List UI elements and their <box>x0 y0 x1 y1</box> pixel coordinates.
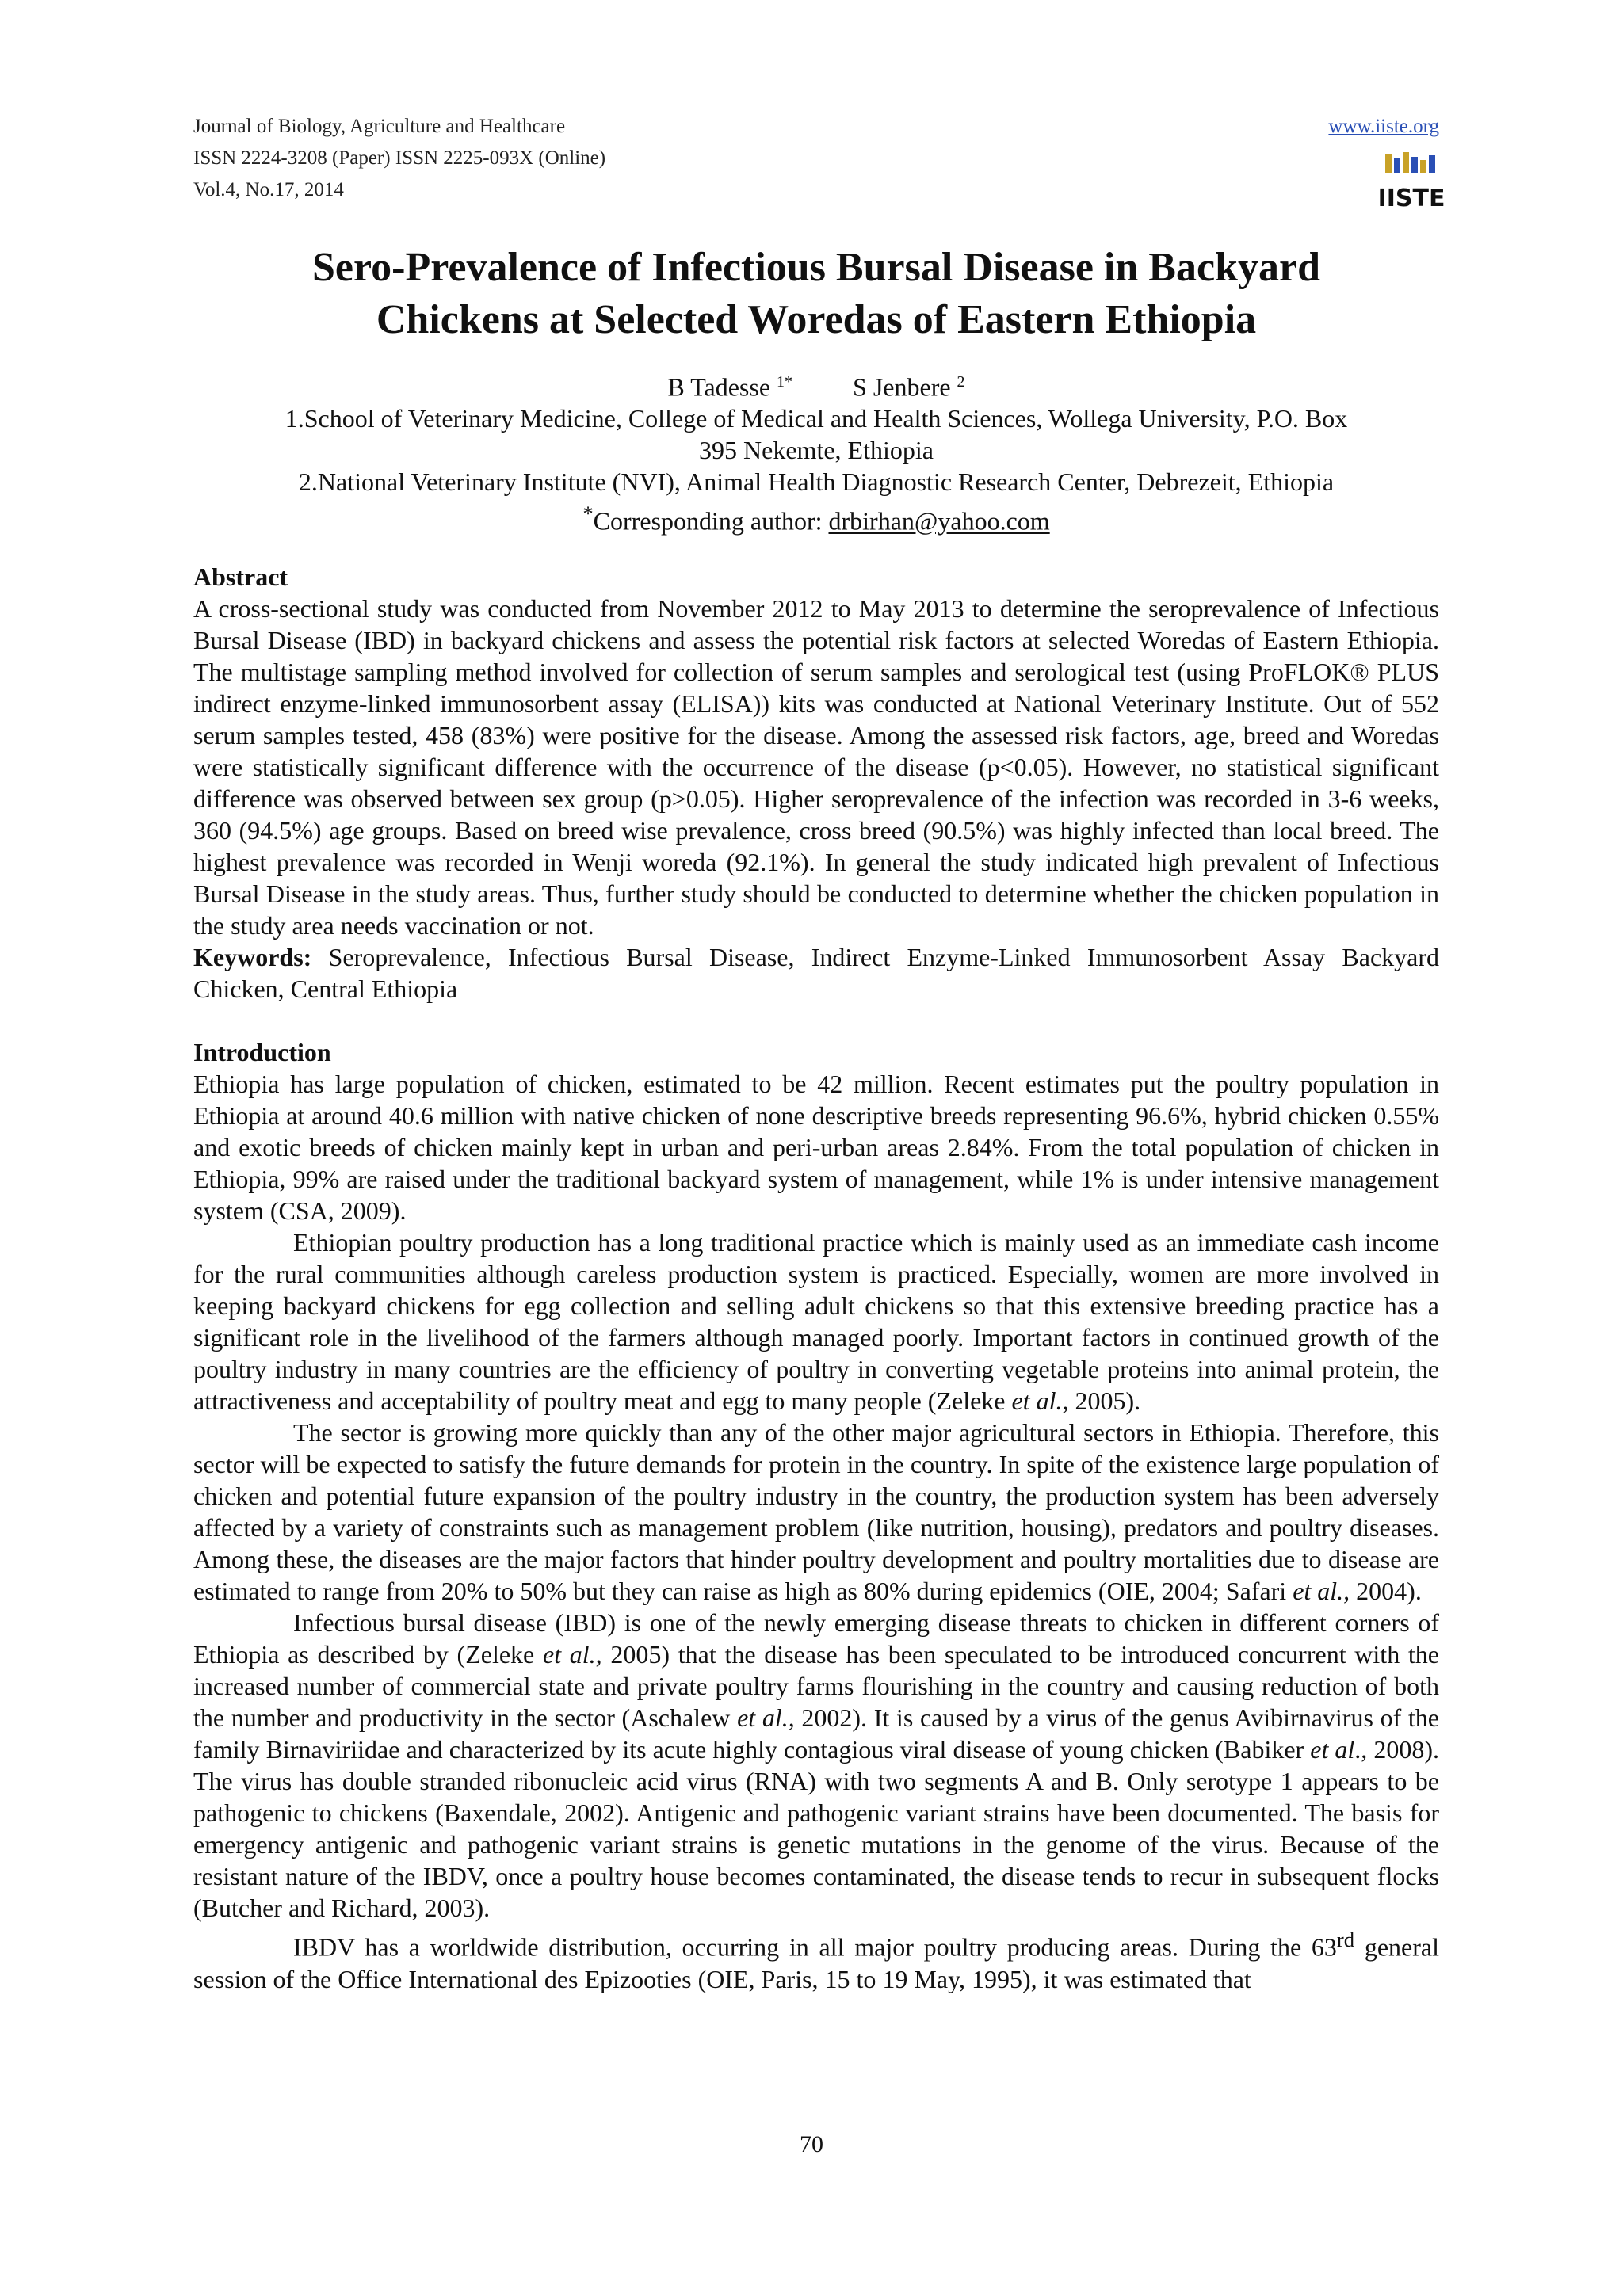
corresponding-mark: * <box>582 502 594 525</box>
journal-header <box>193 111 605 206</box>
abstract-heading: Abstract <box>193 563 288 591</box>
iiste-logo <box>1377 151 1445 212</box>
title-line-2: Chickens at Selected Woredas of Eastern Ethiopia <box>376 297 1257 342</box>
introduction-heading: Introduction <box>193 1038 331 1066</box>
website-link[interactable]: www.iiste.org <box>1328 116 1439 137</box>
intro-paragraph-1: Ethiopia has large population of chicken, estimated to be 42 million. Recent estimates put the poultry population in Ethiopia at around 40.6 million with native chicken of none descriptive breeds representing 96.6%, hybrid chicken 0.55% and exotic breeds of chicken mainly kept in urban and peri-urban areas 2.84%. From the total population of chicken in Ethiopia, 99% are raised under the traditional backyard system of management, while 1% is under intensive management system (CSA, 2009). <box>193 1070 1439 1225</box>
intro-paragraph-4: Infectious bursal disease (IBD) is one of the newly emerging disease threats to chicken in different corners of Ethiopia as described by (Zeleke et al., 2005) that the disease has been speculated to be introduced concurrent with the increased number of commercial state and private poultry farms flourishing in the country and causing reduction of both the number and productivity in the sector (Aschalew et al., 2002). It is caused by a virus of the genus Avibirnavirus of the family Birnaviriidae and characterized by its acute highly contagious viral disease of young chicken (Babiker et al., 2008). The virus has double stranded ribonucleic acid virus (RNA) with two segments A and B. Only serotype 1 appears to be pathogenic to chickens (Baxendale, 2002). Antigenic and pathogenic variant strains have been documented. The basis for emergency antigenic and pathogenic variant strains is genetic mutations in the genome of the virus. Because of the resistant nature of the IBDV, once a poultry house becomes contaminated, the disease tends to recur in subsequent flocks (Butcher and Richard, 2003). <box>193 1608 1440 1922</box>
author-1-mark: 1* <box>777 373 793 391</box>
paper-title <box>193 242 1439 346</box>
affiliation-2: 2.National Veterinary Institute (NVI), Animal Health Diagnostic Research Center, Debrezeit, Ethiopia <box>298 467 1335 496</box>
keywords-label: Keywords: <box>193 943 312 971</box>
intro-paragraph-5: IBDV has a worldwide distribution, occurring in all major poultry producing areas. During the 63rd general session of the Office International des Epizooties (OIE, Paris, 15 to 19 May, 1995), it was estimated that <box>193 1928 1440 1993</box>
journal-volume: Vol.4, No.17, 2014 <box>193 179 344 200</box>
author-1: B Tadesse <box>667 372 771 402</box>
corresponding-email-link[interactable]: drbirhan@yahoo.com <box>828 506 1050 536</box>
corresponding-label: Corresponding author: <box>593 506 829 536</box>
intro-paragraph-3: The sector is growing more quickly than any of the other major agricultural sectors in Ethiopia. Therefore, this sector will be expected to satisfy the future demands for protein in the country. In spite of the existence large population of chicken and potential future expansion of the poultry industry in the country, the production system has been adversely affected by a variety of constraints such as management problem (like nutrition, housing), predators and poultry diseases. Among these, the diseases are the major factors that hinder poultry development and poultry mortalities due to disease are estimated to range from 20% to 50% but they can raise as high as 80% during epidemics (OIE, 2004; Safari et al., 2004). <box>193 1418 1439 1605</box>
logo-text: IISTE <box>1377 185 1445 212</box>
page-number: 70 <box>800 2131 823 2157</box>
journal-name: Journal of Biology, Agriculture and Healthcare <box>193 116 566 137</box>
intro-paragraph-2: Ethiopian poultry production has a long traditional practice which is mainly used as an immediate cash income for the rural communities although careless production system is practiced. Especially, women are more involved in keeping backyard chickens for egg collection and selling adult chickens so that this extensive breeding practice has a significant role in the livelihood of the farmers although managed poorly. Important factors in continued growth of the poultry industry in many countries are the efficiency of poultry in converting vegetable proteins into animal protein, the attractiveness and acceptability of poultry meat and egg to many people (Zeleke et al., 2005). <box>193 1228 1439 1415</box>
keywords <box>193 941 1439 1005</box>
abstract-text: A cross-sectional study was conducted from November 2012 to May 2013 to determine the seroprevalence of Infectious Bursal Disease (IBD) in backyard chickens and assess the potential risk factors at selected Woredas of Eastern Ethiopia. The multistage sampling method involved for collection of serum samples and serological test (using ProFLOK® PLUS indirect enzyme-linked immunosorbent assay (ELISA)) kits was conducted at National Veterinary Institute. Out of 552 serum samples tested, 458 (83%) were positive for the disease. Among the assessed risk factors, age, breed and Woredas were statistically significant difference with the occurrence of the disease (p<0.05). However, no statistical significant difference was observed between sex group (p>0.05). Higher seroprevalence of the infection was recorded in 3-6 weeks, 360 (94.5%) age groups. Based on breed wise prevalence, cross breed (90.5%) was highly infected than local breed. The highest prevalence was recorded in Wenji woreda (92.1%). In general the study indicated high prevalent of Infectious Bursal Disease in the study areas. Thus, further study should be conducted to determine whether the chicken population in the study area needs vaccination or not. <box>193 594 1439 940</box>
keywords-text: Seroprevalence, Infectious Bursal Disease, Indirect Enzyme-Linked Immunosorbent Assay Backyard Chicken, Central Ethiopia <box>193 943 1439 1003</box>
journal-issn: ISSN 2224-3208 (Paper) ISSN 2225-093X (Online) <box>193 147 606 169</box>
author-2-mark: 2 <box>957 373 965 391</box>
title-line-1: Sero-Prevalence of Infectious Bursal Disease in Backyard <box>312 245 1320 290</box>
affiliations <box>193 402 1439 537</box>
affiliation-1: 1.School of Veterinary Medicine, College of Medical and Health Sciences, Wollega University, P.O. Box 395 Nekemte, Ethiopia <box>285 404 1348 464</box>
author-2: S Jenbere <box>853 372 951 402</box>
corresponding-author <box>193 498 1439 537</box>
paper-body <box>193 561 1439 1995</box>
author-list <box>193 366 1439 403</box>
